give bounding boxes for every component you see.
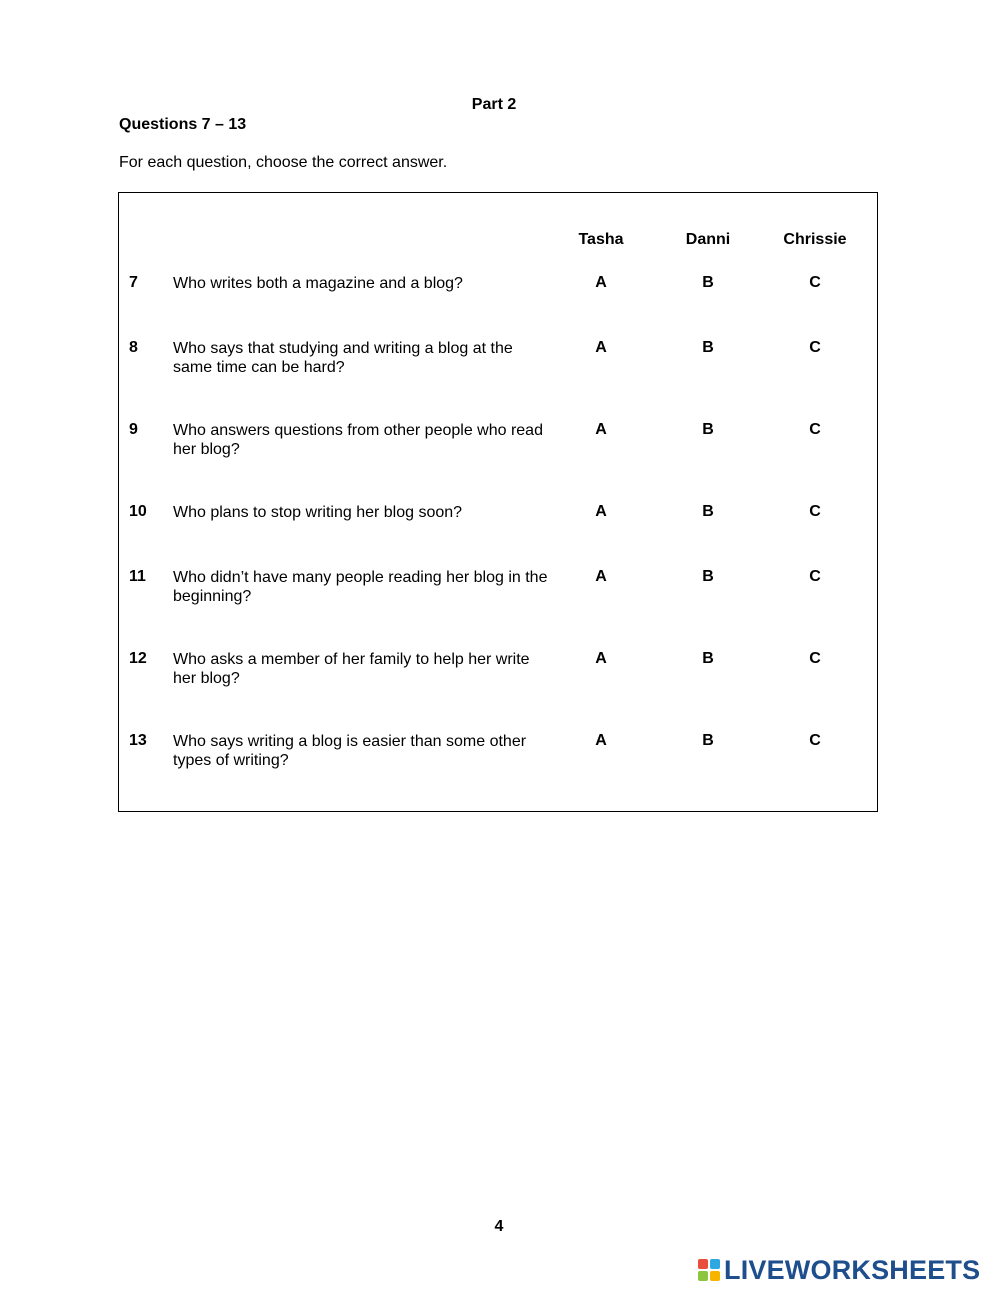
part-title: Part 2 — [471, 96, 517, 113]
option-b[interactable]: B — [702, 650, 714, 667]
option-a[interactable]: A — [595, 274, 607, 291]
option-b[interactable]: B — [702, 421, 714, 438]
question-text: Who writes both a magazine and a blog? — [173, 275, 463, 292]
question-text: Who says that studying and writing a blog at the same time can be hard? — [173, 340, 513, 376]
question-number: 10 — [129, 503, 147, 520]
question-number: 7 — [129, 274, 138, 291]
liveworksheets-logo-icon — [698, 1259, 720, 1281]
option-c[interactable]: C — [809, 274, 821, 291]
question-box — [118, 192, 878, 812]
option-b[interactable]: B — [702, 568, 714, 585]
option-c[interactable]: C — [809, 650, 821, 667]
option-a[interactable]: A — [595, 732, 607, 749]
question-text: Who plans to stop writing her blog soon? — [173, 504, 463, 521]
option-c[interactable]: C — [809, 339, 821, 356]
option-c[interactable]: C — [809, 568, 821, 585]
option-a[interactable]: A — [595, 339, 607, 356]
question-text: Who says writing a blog is easier than some other types of writing? — [173, 733, 527, 769]
option-b[interactable]: B — [702, 339, 714, 356]
option-a[interactable]: A — [595, 568, 607, 585]
option-c[interactable]: C — [809, 421, 821, 438]
question-number: 11 — [129, 568, 146, 585]
question-text: Who answers questions from other people who read her blog? — [173, 422, 543, 458]
question-number: 12 — [129, 650, 147, 667]
option-b[interactable]: B — [702, 274, 714, 291]
questions-range: Questions 7 – 13 — [119, 116, 247, 133]
option-c[interactable]: C — [809, 503, 821, 520]
column-header-danni: Danni — [685, 231, 731, 248]
logo-square-icon — [710, 1271, 720, 1281]
brand-name: LIVEWORKSHEETS — [724, 1254, 981, 1285]
option-b[interactable]: B — [702, 503, 714, 520]
logo-square-icon — [698, 1271, 708, 1281]
option-c[interactable]: C — [809, 732, 821, 749]
question-text: Who asks a member of her family to help her write her blog? — [173, 651, 530, 687]
logo-square-icon — [698, 1259, 708, 1269]
question-number: 13 — [129, 732, 147, 749]
question-number: 9 — [129, 421, 138, 438]
page-number: 4 — [494, 1218, 504, 1235]
question-number: 8 — [129, 339, 138, 356]
liveworksheets-brand — [698, 1254, 980, 1286]
option-b[interactable]: B — [702, 732, 714, 749]
option-a[interactable]: A — [595, 503, 607, 520]
column-header-tasha: Tasha — [578, 231, 624, 248]
option-a[interactable]: A — [595, 421, 607, 438]
instruction-text: For each question, choose the correct answer. — [119, 154, 448, 171]
logo-square-icon — [710, 1259, 720, 1269]
column-header-chrissie: Chrissie — [783, 231, 847, 248]
question-text: Who didn’t have many people reading her blog in the beginning? — [173, 569, 548, 605]
option-a[interactable]: A — [595, 650, 607, 667]
